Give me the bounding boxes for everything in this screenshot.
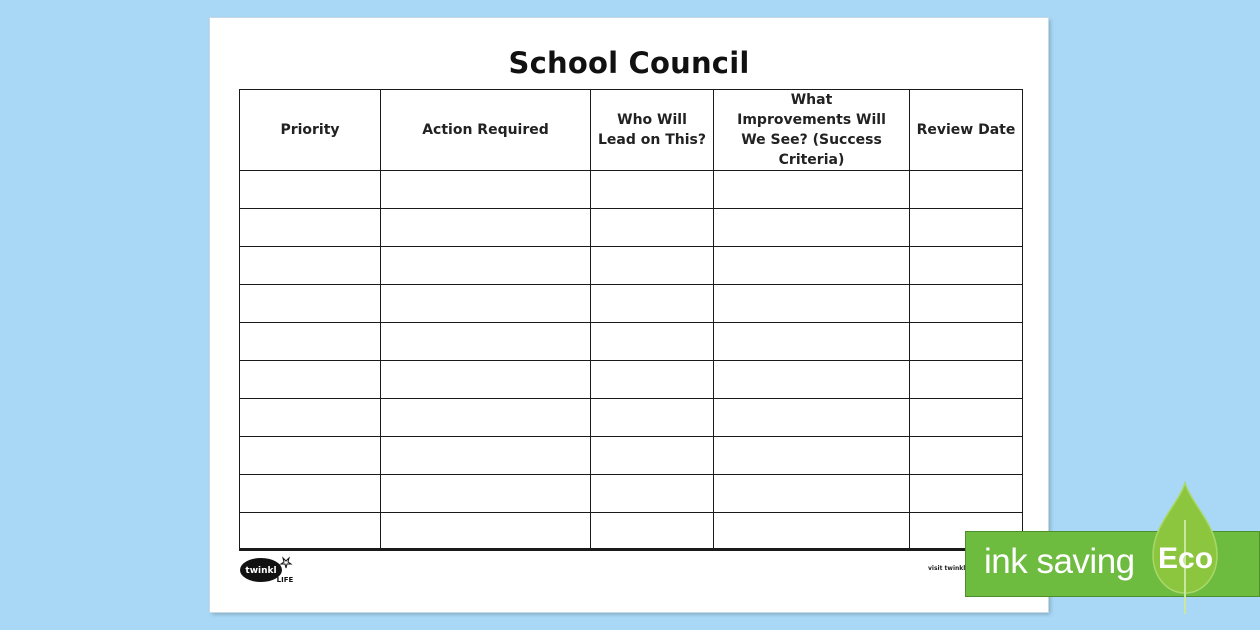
table-cell[interactable] [240,247,381,285]
table-cell[interactable] [714,361,910,399]
ink-saving-label: ink saving [984,542,1135,581]
table-cell[interactable] [910,285,1023,323]
eco-label: Eco [1158,542,1214,575]
table-cell[interactable] [910,437,1023,475]
table-cell[interactable] [910,323,1023,361]
table-cell[interactable] [714,399,910,437]
table-cell[interactable] [240,171,381,209]
header-action-required: Action Required [381,90,591,171]
table-cell[interactable] [381,209,591,247]
table-cell[interactable] [910,247,1023,285]
page-title: School Council [508,46,750,80]
table-row [240,437,1023,475]
table-row [240,209,1023,247]
table-cell[interactable] [381,399,591,437]
table-cell[interactable] [591,361,714,399]
header-improvements [714,90,910,171]
table-cell[interactable] [381,437,591,475]
table-row [240,171,1023,209]
header-who-will-lead-label: Who Will Lead on This? [598,112,706,148]
table-cell[interactable] [381,247,591,285]
table-header-row [240,90,1023,171]
table-cell[interactable] [240,475,381,513]
table-cell[interactable] [381,475,591,513]
table-cell[interactable] [910,171,1023,209]
table-cell[interactable] [240,323,381,361]
table-cell[interactable] [714,513,910,551]
table-cell[interactable] [591,171,714,209]
table-row [240,247,1023,285]
table-row [240,285,1023,323]
table-cell[interactable] [381,323,591,361]
table-cell[interactable] [910,399,1023,437]
table-cell[interactable] [714,209,910,247]
header-priority: Priority [240,90,381,171]
visit-text: visit twinkl [928,565,966,572]
header-review-date: Review Date [910,90,1023,171]
table-cell[interactable] [240,361,381,399]
logo-text: twinkl [245,566,277,576]
table-cell[interactable] [714,285,910,323]
header-who-will-lead [591,90,714,171]
table-cell[interactable] [591,209,714,247]
table-cell[interactable] [381,513,591,551]
twinkl-logo [239,554,295,586]
logo-sub-text: LIFE [276,576,294,584]
table-cell[interactable] [714,437,910,475]
footer-divider [239,548,1022,550]
table-row [240,475,1023,513]
table-cell[interactable] [910,475,1023,513]
table-cell[interactable] [714,247,910,285]
table-row [240,323,1023,361]
table-cell[interactable] [714,475,910,513]
table-body [240,171,1023,551]
table-cell[interactable] [381,285,591,323]
table-cell[interactable] [240,209,381,247]
table-cell[interactable] [591,323,714,361]
table-cell[interactable] [591,285,714,323]
table-cell[interactable] [714,171,910,209]
header-improvements-label: What Improvements Will We See? (Success Criteria) [737,92,886,168]
table-row [240,361,1023,399]
table-row [240,513,1023,551]
table-cell[interactable] [240,513,381,551]
table-cell[interactable] [910,209,1023,247]
table-cell[interactable] [714,323,910,361]
table-cell[interactable] [240,285,381,323]
table-cell[interactable] [381,171,591,209]
table-cell[interactable] [591,475,714,513]
table-cell[interactable] [591,437,714,475]
table-cell[interactable] [910,361,1023,399]
table-cell[interactable] [591,247,714,285]
table-cell[interactable] [591,399,714,437]
table-cell[interactable] [240,399,381,437]
table-cell[interactable] [381,361,591,399]
table-cell[interactable] [591,513,714,551]
action-plan-table [239,89,1023,551]
table-row [240,399,1023,437]
table-cell[interactable] [240,437,381,475]
